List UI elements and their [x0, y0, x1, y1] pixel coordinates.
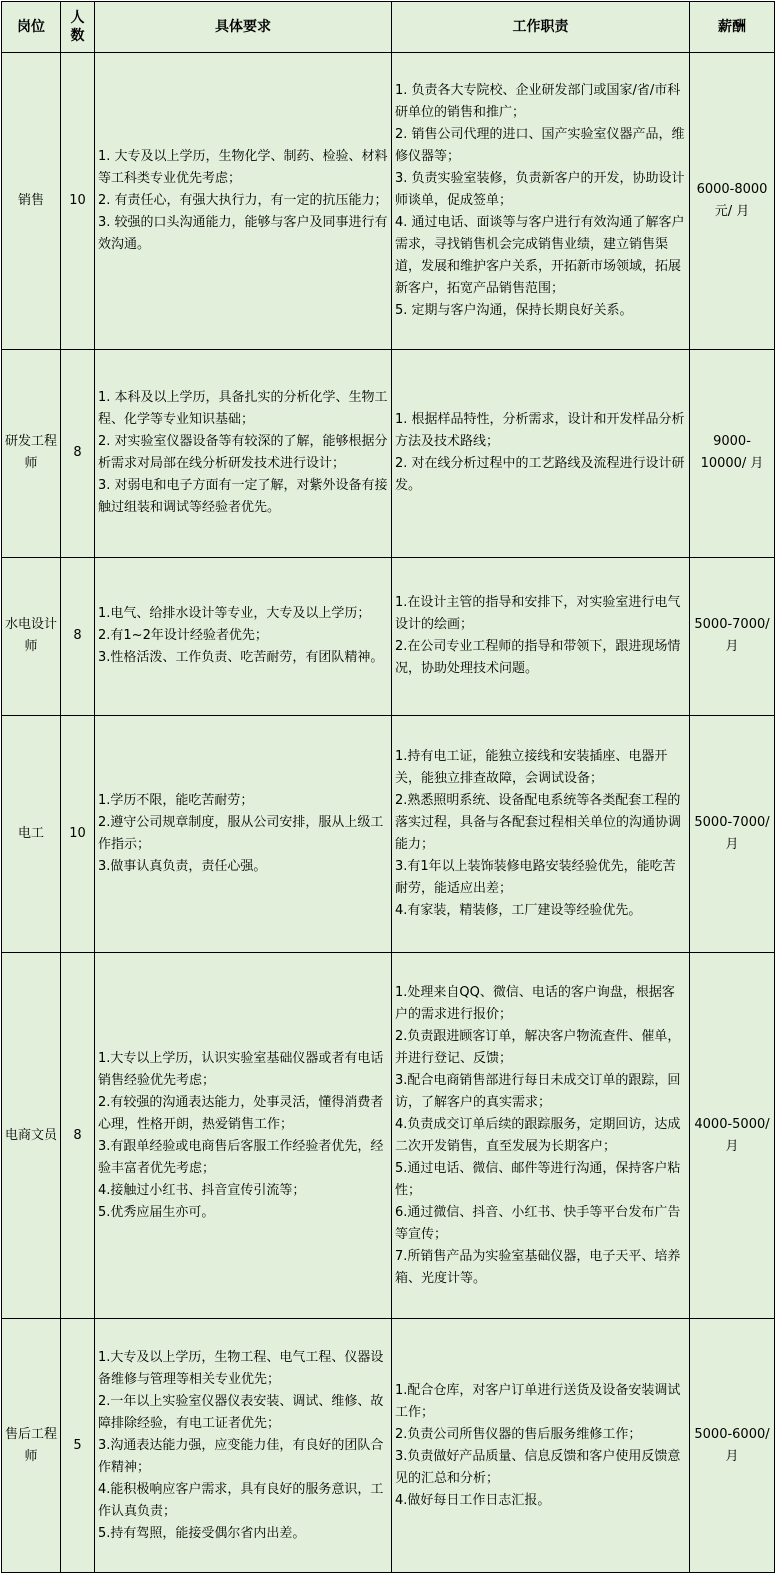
requirements-cell: 1.电气、给排水设计等专业，大专及以上学历； 2.有1~2年设计经验者优先； 3.性格活泼、工作负责、吃苦耐劳，有团队精神。 — [95, 557, 392, 716]
header-requirements: 具体要求 — [95, 2, 392, 53]
salary-cell: 9000-10000/ 月 — [690, 349, 775, 557]
duties-cell: 1. 负责各大专院校、企业研发部门或国家/省/市科研单位的销售和推广； 2. 销售公司代理的进口、国产实验室仪器产品，维修仪器等； 3. 负责实验室装修，负责新客户的开发，协助设计师谈单，促成签单； 4. 通过电话、面谈等与客户进行有效沟通了解客户需求，寻找销售机会完成销售业绩，建立销售渠道，发展和维护客户关系，开拓新市场领域，拓展新客户，拓宽产品销售范围； 5. 定期与客户沟通，保持长期良好关系。 — [392, 53, 690, 350]
duties-cell: 1.持有电工证，能独立接线和安装插座、电器开关，能独立排查故障，会调试设备； 2.熟悉照明系统、设备配电系统等各类配套工程的落实过程，具备与各配套过程相关单位的沟通协调能力； 3.有1年以上装饰装修电路安装经验优先，能吃苦耐劳，能适应出差； 4.有家装，精装修，工厂建设等经验优先。 — [392, 716, 690, 953]
headcount-cell: 10 — [61, 716, 95, 953]
duties-cell: 1.在设计主管的指导和安排下，对实验室进行电气设计的绘画； 2.在公司专业工程师的指导和带领下，跟进现场情况，协助处理技术问题。 — [392, 557, 690, 716]
duties-cell: 1.处理来自QQ、微信、电话的客户询盘，根据客户的需求进行报价； 2.负责跟进顾客订单，解决客户物流查件、催单，并进行登记、反馈； 3.配合电商销售部进行每日未成交订单的跟踪，回访，了解客户的真实需求； 4.负责成交订单后续的跟踪服务，定期回访，达成二次开发销售，直至发展为长期客户； 5.通过电话、微信、邮件等进行沟通，保持客户粘性； 6.通过微信、抖音、小红书、快手等平台发布广告等宣传； 7.所销售产品为实验室基础仪器，电子天平、培养箱、光度计等。 — [392, 952, 690, 1318]
requirements-cell: 1. 大专及以上学历，生物化学、制药、检验、材料等工科类专业优先考虑； 2. 有责任心，有强大执行力，有一定的抗压能力； 3. 较强的口头沟通能力，能够与客户及同事进行有效沟通。 — [95, 53, 392, 350]
table-row — [2, 557, 775, 716]
salary-cell: 6000-8000元/ 月 — [690, 53, 775, 350]
position-cell: 电商文员 — [2, 952, 61, 1318]
header-headcount: 人数 — [61, 2, 95, 53]
position-cell: 售后工程师 — [2, 1319, 61, 1573]
headcount-cell: 8 — [61, 952, 95, 1318]
position-cell: 销售 — [2, 53, 61, 350]
salary-cell: 5000-7000/月 — [690, 557, 775, 716]
table-row — [2, 716, 775, 953]
table-row — [2, 952, 775, 1318]
requirements-cell: 1. 本科及以上学历，具备扎实的分析化学、生物工程、化学等专业知识基础； 2. 对实验室仪器设备等有较深的了解，能够根据分析需求对局部在线分析研发技术进行设计； 3. 对弱电和电子方面有一定了解，对紫外设备有接触过组装和调试等经验者优先。 — [95, 349, 392, 557]
position-cell: 研发工程师 — [2, 349, 61, 557]
duties-cell: 1. 根据样品特性，分析需求，设计和开发样品分析方法及技术路线； 2. 对在线分析过程中的工艺路线及流程进行设计研发。 — [392, 349, 690, 557]
requirements-cell: 1.大专以上学历，认识实验室基础仪器或者有电话销售经验优先考虑； 2.有较强的沟通表达能力，处事灵活，懂得消费者心理，性格开朗，热爱销售工作； 3.有跟单经验或电商售后客服工作经验者优先，经验丰富者优先考虑； 4.接触过小红书、抖音宣传引流等； 5.优秀应届生亦可。 — [95, 952, 392, 1318]
job-listing-sheet — [1, 1, 774, 1573]
header-salary: 薪酬 — [690, 2, 775, 53]
headcount-cell: 8 — [61, 349, 95, 557]
headcount-cell: 8 — [61, 557, 95, 716]
salary-cell: 5000-7000/月 — [690, 716, 775, 953]
header-duties: 工作职责 — [392, 2, 690, 53]
headcount-cell: 5 — [61, 1319, 95, 1573]
table-row — [2, 53, 775, 350]
salary-cell: 5000-6000/月 — [690, 1319, 775, 1573]
header-position: 岗位 — [2, 2, 61, 53]
duties-cell: 1.配合仓库，对客户订单进行送货及设备安装调试工作； 2.负责公司所售仪器的售后服务维修工作； 3.负责做好产品质量、信息反馈和客户使用反馈意见的汇总和分析； 4.做好每日工作日志汇报。 — [392, 1319, 690, 1573]
job-table — [1, 1, 775, 1573]
requirements-cell: 1.学历不限，能吃苦耐劳； 2.遵守公司规章制度，服从公司安排，服从上级工作指示； 3.做事认真负责，责任心强。 — [95, 716, 392, 953]
table-row — [2, 1319, 775, 1573]
header-row — [2, 2, 775, 53]
salary-cell: 4000-5000/月 — [690, 952, 775, 1318]
position-cell: 电工 — [2, 716, 61, 953]
table-row — [2, 349, 775, 557]
requirements-cell: 1.大专及以上学历，生物工程、电气工程、仪器设备维修与管理等相关专业优先； 2.一年以上实验室仪器仪表安装、调试、维修、故障排除经验，有电工证者优先； 3.沟通表达能力强，应变能力佳，有良好的团队合作精神； 4.能积极响应客户需求，具有良好的服务意识，工作认真负责； 5.持有驾照，能接受偶尔省内出差。 — [95, 1319, 392, 1573]
position-cell: 水电设计师 — [2, 557, 61, 716]
headcount-cell: 10 — [61, 53, 95, 350]
